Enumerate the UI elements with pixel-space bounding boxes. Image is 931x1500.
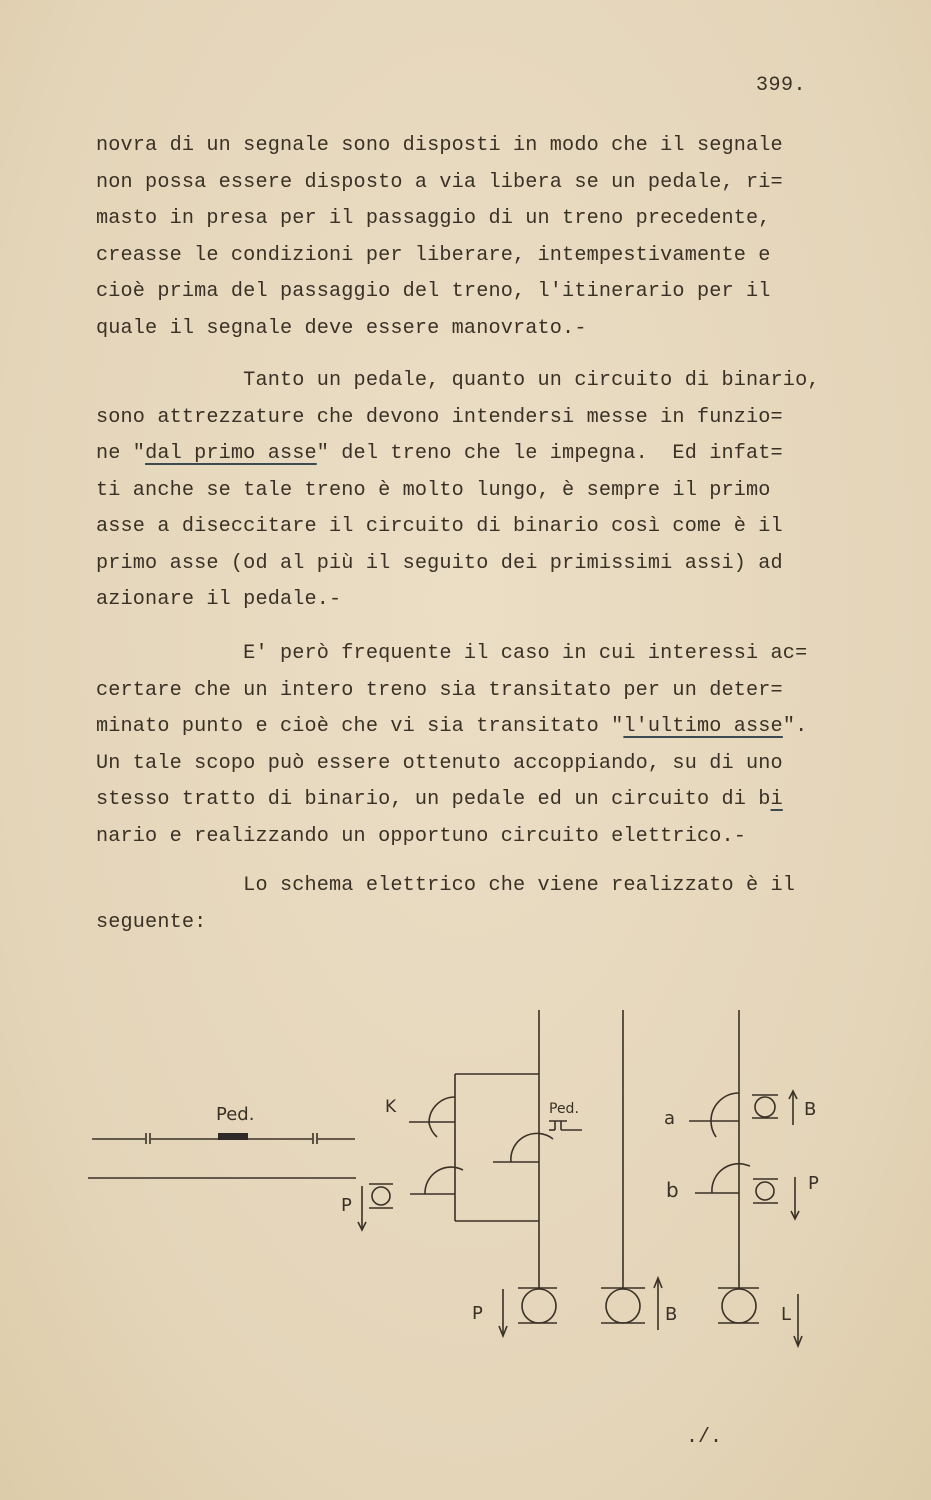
bottom-relay-1-icon (518, 1288, 557, 1323)
text-line: Tanto un pedale, quanto un circuito di binario, (96, 369, 820, 392)
text-segment: stesso tratto di binario, un pedale ed un circuito di b (96, 788, 771, 811)
pedal-icon (218, 1133, 248, 1140)
text-line: primo asse (od al più il seguito dei primissimi assi) ad (96, 551, 783, 575)
bottom-relay-2-label: B (665, 1304, 678, 1325)
text-segment: " del treno che le impegna. Ed infat= (316, 442, 783, 465)
text-line: cioè prima del passaggio del treno, l'itinerario per il (96, 280, 771, 303)
bottom-relay-2-icon (601, 1288, 645, 1323)
text-line: nario e realizzando un opportuno circuito elettrico.- (96, 824, 747, 848)
pedal-contact-icon (549, 1121, 582, 1130)
underlined-text: dal primo asse (145, 442, 317, 465)
underlined-text: i (770, 788, 783, 811)
text-line: E' però frequente il caso in cui interessi ac= (96, 642, 808, 665)
relay-a-icon (752, 1095, 778, 1118)
text-line: quale il segnale deve essere manovrato.- (96, 316, 587, 340)
text-line: asse a diseccitare il circuito di binario così come è il (96, 515, 783, 538)
contact-b-label: b (666, 1178, 679, 1202)
underlined-text: l'ultimo asse (623, 715, 783, 738)
text-line: masto in presa per il passaggio di un treno precedente, (96, 207, 771, 230)
text-line (96, 788, 783, 811)
arrow-down-icon (499, 1289, 507, 1336)
relay-p-left-icon (358, 1184, 393, 1230)
parallel-contacts-box (409, 1074, 582, 1221)
relay-b-state-label: P (808, 1173, 819, 1194)
text-segment: ". (782, 715, 808, 738)
relay-k-label: K (385, 1097, 397, 1117)
continuation-mark: ./. (686, 1426, 723, 1449)
bottom-relay-1-label: P (472, 1303, 483, 1324)
arrow-up-icon (789, 1091, 797, 1125)
bottom-relay-3-label: L (781, 1304, 792, 1325)
text-line: Un tale scopo può essere ottenuto accoppiando, su di uno (96, 751, 783, 775)
arrow-down-icon (791, 1177, 799, 1219)
text-line: sono attrezzature che devono intendersi messe in funzio= (96, 405, 783, 429)
page-number: 399. (756, 74, 807, 97)
relay-b-icon (753, 1179, 778, 1203)
text-segment: minato punto e cioè che vi sia transitato " (96, 715, 624, 738)
electrical-schematic (0, 990, 931, 1360)
text-line: certare che un intero treno sia transitato per un deter= (96, 678, 783, 702)
text-line: seguente: (96, 910, 207, 934)
contact-a-label: a (664, 1108, 676, 1129)
text-line (96, 442, 783, 465)
bottom-relay-3-icon (718, 1288, 759, 1323)
arrow-down-icon (794, 1294, 802, 1346)
text-line: Lo schema elettrico che viene realizzato è il (96, 874, 796, 897)
relay-p-left-label: P (341, 1195, 352, 1216)
text-line: creasse le condizioni per liberare, intempestivamente e (96, 243, 771, 267)
track-pedal-label: Ped. (216, 1104, 255, 1125)
text-line: novra di un segnale sono disposti in modo che il segnale (96, 134, 783, 157)
text-line: non possa essere disposto a via libera se un pedale, ri= (96, 170, 783, 194)
pedal-contact-label: Ped. (549, 1101, 579, 1117)
arrow-up-icon (654, 1278, 662, 1330)
text-line (96, 715, 807, 738)
text-line: ti anche se tale treno è molto lungo, è sempre il primo (96, 478, 771, 502)
text-segment: ne " (96, 442, 146, 465)
text-line: azionare il pedale.- (96, 588, 342, 611)
relay-a-state-label: B (804, 1099, 817, 1120)
